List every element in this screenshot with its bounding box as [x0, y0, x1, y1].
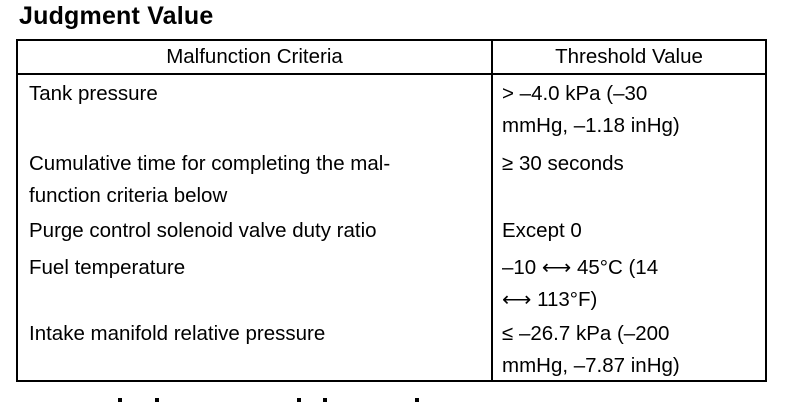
- criteria-line: Purge control solenoid valve duty ratio: [29, 219, 377, 242]
- threshold-line: –10 ⟷ 45°C (14: [502, 256, 659, 279]
- text-fragment-mark: [297, 398, 301, 402]
- threshold-cell-fuel-temperature: [502, 252, 658, 316]
- threshold-line: mmHg, –7.87 inHg): [502, 354, 680, 377]
- threshold-line: > –4.0 kPa (–30: [502, 82, 648, 105]
- threshold-line: ⟷ 113°F): [502, 288, 598, 311]
- cropped-text-fragment: [0, 396, 800, 404]
- column-divider: [491, 41, 493, 380]
- text-fragment-mark: [323, 398, 327, 402]
- text-fragment-mark: [415, 398, 419, 402]
- criteria-cell-tank-pressure: [29, 78, 158, 110]
- judgment-value-table: [16, 39, 767, 382]
- criteria-cell-purge-duty-ratio: [29, 215, 377, 247]
- criteria-line: Cumulative time for completing the mal-: [29, 152, 391, 175]
- text-fragment-mark: [118, 398, 122, 402]
- criteria-line: Intake manifold relative pressure: [29, 322, 326, 345]
- criteria-line: Fuel temperature: [29, 256, 186, 279]
- threshold-line: ≥ 30 seconds: [502, 152, 624, 175]
- header-threshold-value: Threshold Value: [555, 45, 703, 68]
- criteria-line: Tank pressure: [29, 82, 158, 105]
- header-divider: [18, 73, 765, 75]
- criteria-cell-cumulative-time: [29, 148, 390, 212]
- threshold-cell-tank-pressure: [502, 78, 680, 142]
- threshold-line: Except 0: [502, 219, 582, 242]
- header-malfunction-criteria: Malfunction Criteria: [166, 45, 343, 68]
- text-fragment-mark: [155, 398, 159, 402]
- criteria-cell-fuel-temperature: [29, 252, 185, 284]
- criteria-line: function criteria below: [29, 184, 228, 207]
- threshold-cell-intake-manifold-pressure: [502, 318, 680, 382]
- threshold-cell-cumulative-time: [502, 148, 624, 180]
- threshold-cell-purge-duty-ratio: [502, 215, 582, 247]
- threshold-line: ≤ –26.7 kPa (–200: [502, 322, 670, 345]
- threshold-line: mmHg, –1.18 inHg): [502, 114, 680, 137]
- section-title: Judgment Value: [19, 2, 214, 30]
- criteria-cell-intake-manifold-pressure: [29, 318, 325, 350]
